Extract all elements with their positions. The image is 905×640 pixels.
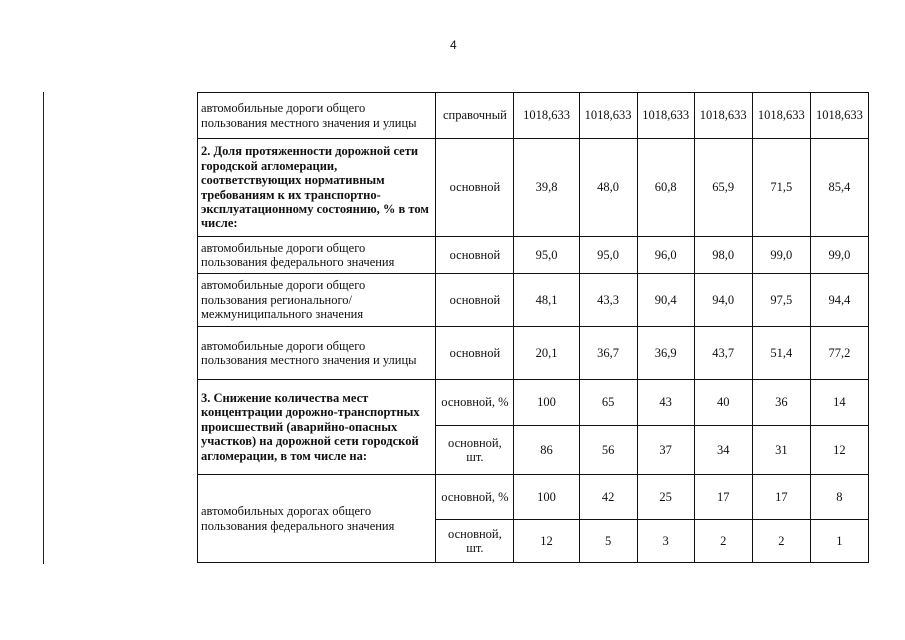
value-cell: 65 bbox=[579, 380, 637, 426]
value-cell: 43,3 bbox=[579, 274, 637, 327]
value-cell: 60,8 bbox=[637, 139, 694, 237]
indicator-name-cell: 3. Снижение количества мест концентрации дорожно-транспортных происшествий (аварийно-опасных участков) на дорожной сети городской агломерации, в том числе на: bbox=[198, 380, 436, 475]
value-cell: 95,0 bbox=[514, 237, 579, 274]
value-cell: 1018,633 bbox=[579, 93, 637, 139]
value-cell: 94,4 bbox=[810, 274, 868, 327]
indicator-type-cell: основной bbox=[436, 139, 514, 237]
indicator-name-cell: автомобильные дороги общего пользования регионального/ межмуниципального значения bbox=[198, 274, 436, 327]
value-cell: 1018,633 bbox=[810, 93, 868, 139]
indicator-name-cell: автомобильные дороги общего пользования федерального значения bbox=[198, 237, 436, 274]
value-cell: 90,4 bbox=[637, 274, 694, 327]
indicator-name-cell: автомобильных дорогах общего пользования федерального значения bbox=[198, 475, 436, 563]
value-cell: 71,5 bbox=[752, 139, 810, 237]
value-cell: 37 bbox=[637, 426, 694, 475]
value-cell: 43 bbox=[637, 380, 694, 426]
value-cell: 97,5 bbox=[752, 274, 810, 327]
indicator-type-cell: основной, шт. bbox=[436, 520, 514, 563]
indicator-table bbox=[197, 92, 869, 563]
value-cell: 100 bbox=[514, 475, 579, 520]
value-cell: 14 bbox=[810, 380, 868, 426]
value-cell: 1 bbox=[810, 520, 868, 563]
value-cell: 3 bbox=[637, 520, 694, 563]
indicator-type-cell: основной bbox=[436, 327, 514, 380]
value-cell: 34 bbox=[694, 426, 752, 475]
value-cell: 1018,633 bbox=[694, 93, 752, 139]
margin-line bbox=[43, 92, 44, 564]
value-cell: 98,0 bbox=[694, 237, 752, 274]
indicator-type-cell: основной, % bbox=[436, 475, 514, 520]
value-cell: 2 bbox=[694, 520, 752, 563]
value-cell: 56 bbox=[579, 426, 637, 475]
value-cell: 17 bbox=[752, 475, 810, 520]
indicator-type-cell: основной, % bbox=[436, 380, 514, 426]
value-cell: 12 bbox=[514, 520, 579, 563]
table-row bbox=[198, 274, 869, 327]
value-cell: 1018,633 bbox=[514, 93, 579, 139]
value-cell: 77,2 bbox=[810, 327, 868, 380]
value-cell: 1018,633 bbox=[637, 93, 694, 139]
value-cell: 100 bbox=[514, 380, 579, 426]
value-cell: 95,0 bbox=[579, 237, 637, 274]
value-cell: 65,9 bbox=[694, 139, 752, 237]
indicator-name-cell: 2. Доля протяженности дорожной сети городской агломерации, соответствующих нормативным требованиям к их транспортно-эксплуатационному состоянию, % в том числе: bbox=[198, 139, 436, 237]
page-number: 4 bbox=[450, 38, 457, 52]
value-cell: 17 bbox=[694, 475, 752, 520]
indicator-type-cell: справочный bbox=[436, 93, 514, 139]
table-row bbox=[198, 380, 869, 426]
value-cell: 48,0 bbox=[579, 139, 637, 237]
value-cell: 86 bbox=[514, 426, 579, 475]
value-cell: 42 bbox=[579, 475, 637, 520]
table-row bbox=[198, 139, 869, 237]
value-cell: 36,7 bbox=[579, 327, 637, 380]
value-cell: 51,4 bbox=[752, 327, 810, 380]
value-cell: 99,0 bbox=[810, 237, 868, 274]
table-body bbox=[198, 93, 869, 563]
value-cell: 25 bbox=[637, 475, 694, 520]
value-cell: 20,1 bbox=[514, 327, 579, 380]
table-row bbox=[198, 237, 869, 274]
table-row bbox=[198, 327, 869, 380]
indicator-name-cell: автомобильные дороги общего пользования местного значения и улицы bbox=[198, 327, 436, 380]
value-cell: 96,0 bbox=[637, 237, 694, 274]
value-cell: 85,4 bbox=[810, 139, 868, 237]
value-cell: 2 bbox=[752, 520, 810, 563]
value-cell: 40 bbox=[694, 380, 752, 426]
value-cell: 8 bbox=[810, 475, 868, 520]
value-cell: 39,8 bbox=[514, 139, 579, 237]
value-cell: 5 bbox=[579, 520, 637, 563]
indicator-type-cell: основной bbox=[436, 274, 514, 327]
value-cell: 43,7 bbox=[694, 327, 752, 380]
value-cell: 36 bbox=[752, 380, 810, 426]
value-cell: 1018,633 bbox=[752, 93, 810, 139]
value-cell: 31 bbox=[752, 426, 810, 475]
value-cell: 36,9 bbox=[637, 327, 694, 380]
table-row bbox=[198, 93, 869, 139]
indicator-type-cell: основной, шт. bbox=[436, 426, 514, 475]
indicator-name-cell: автомобильные дороги общего пользования местного значения и улицы bbox=[198, 93, 436, 139]
table-row bbox=[198, 475, 869, 520]
indicator-type-cell: основной bbox=[436, 237, 514, 274]
value-cell: 48,1 bbox=[514, 274, 579, 327]
value-cell: 12 bbox=[810, 426, 868, 475]
value-cell: 94,0 bbox=[694, 274, 752, 327]
value-cell: 99,0 bbox=[752, 237, 810, 274]
